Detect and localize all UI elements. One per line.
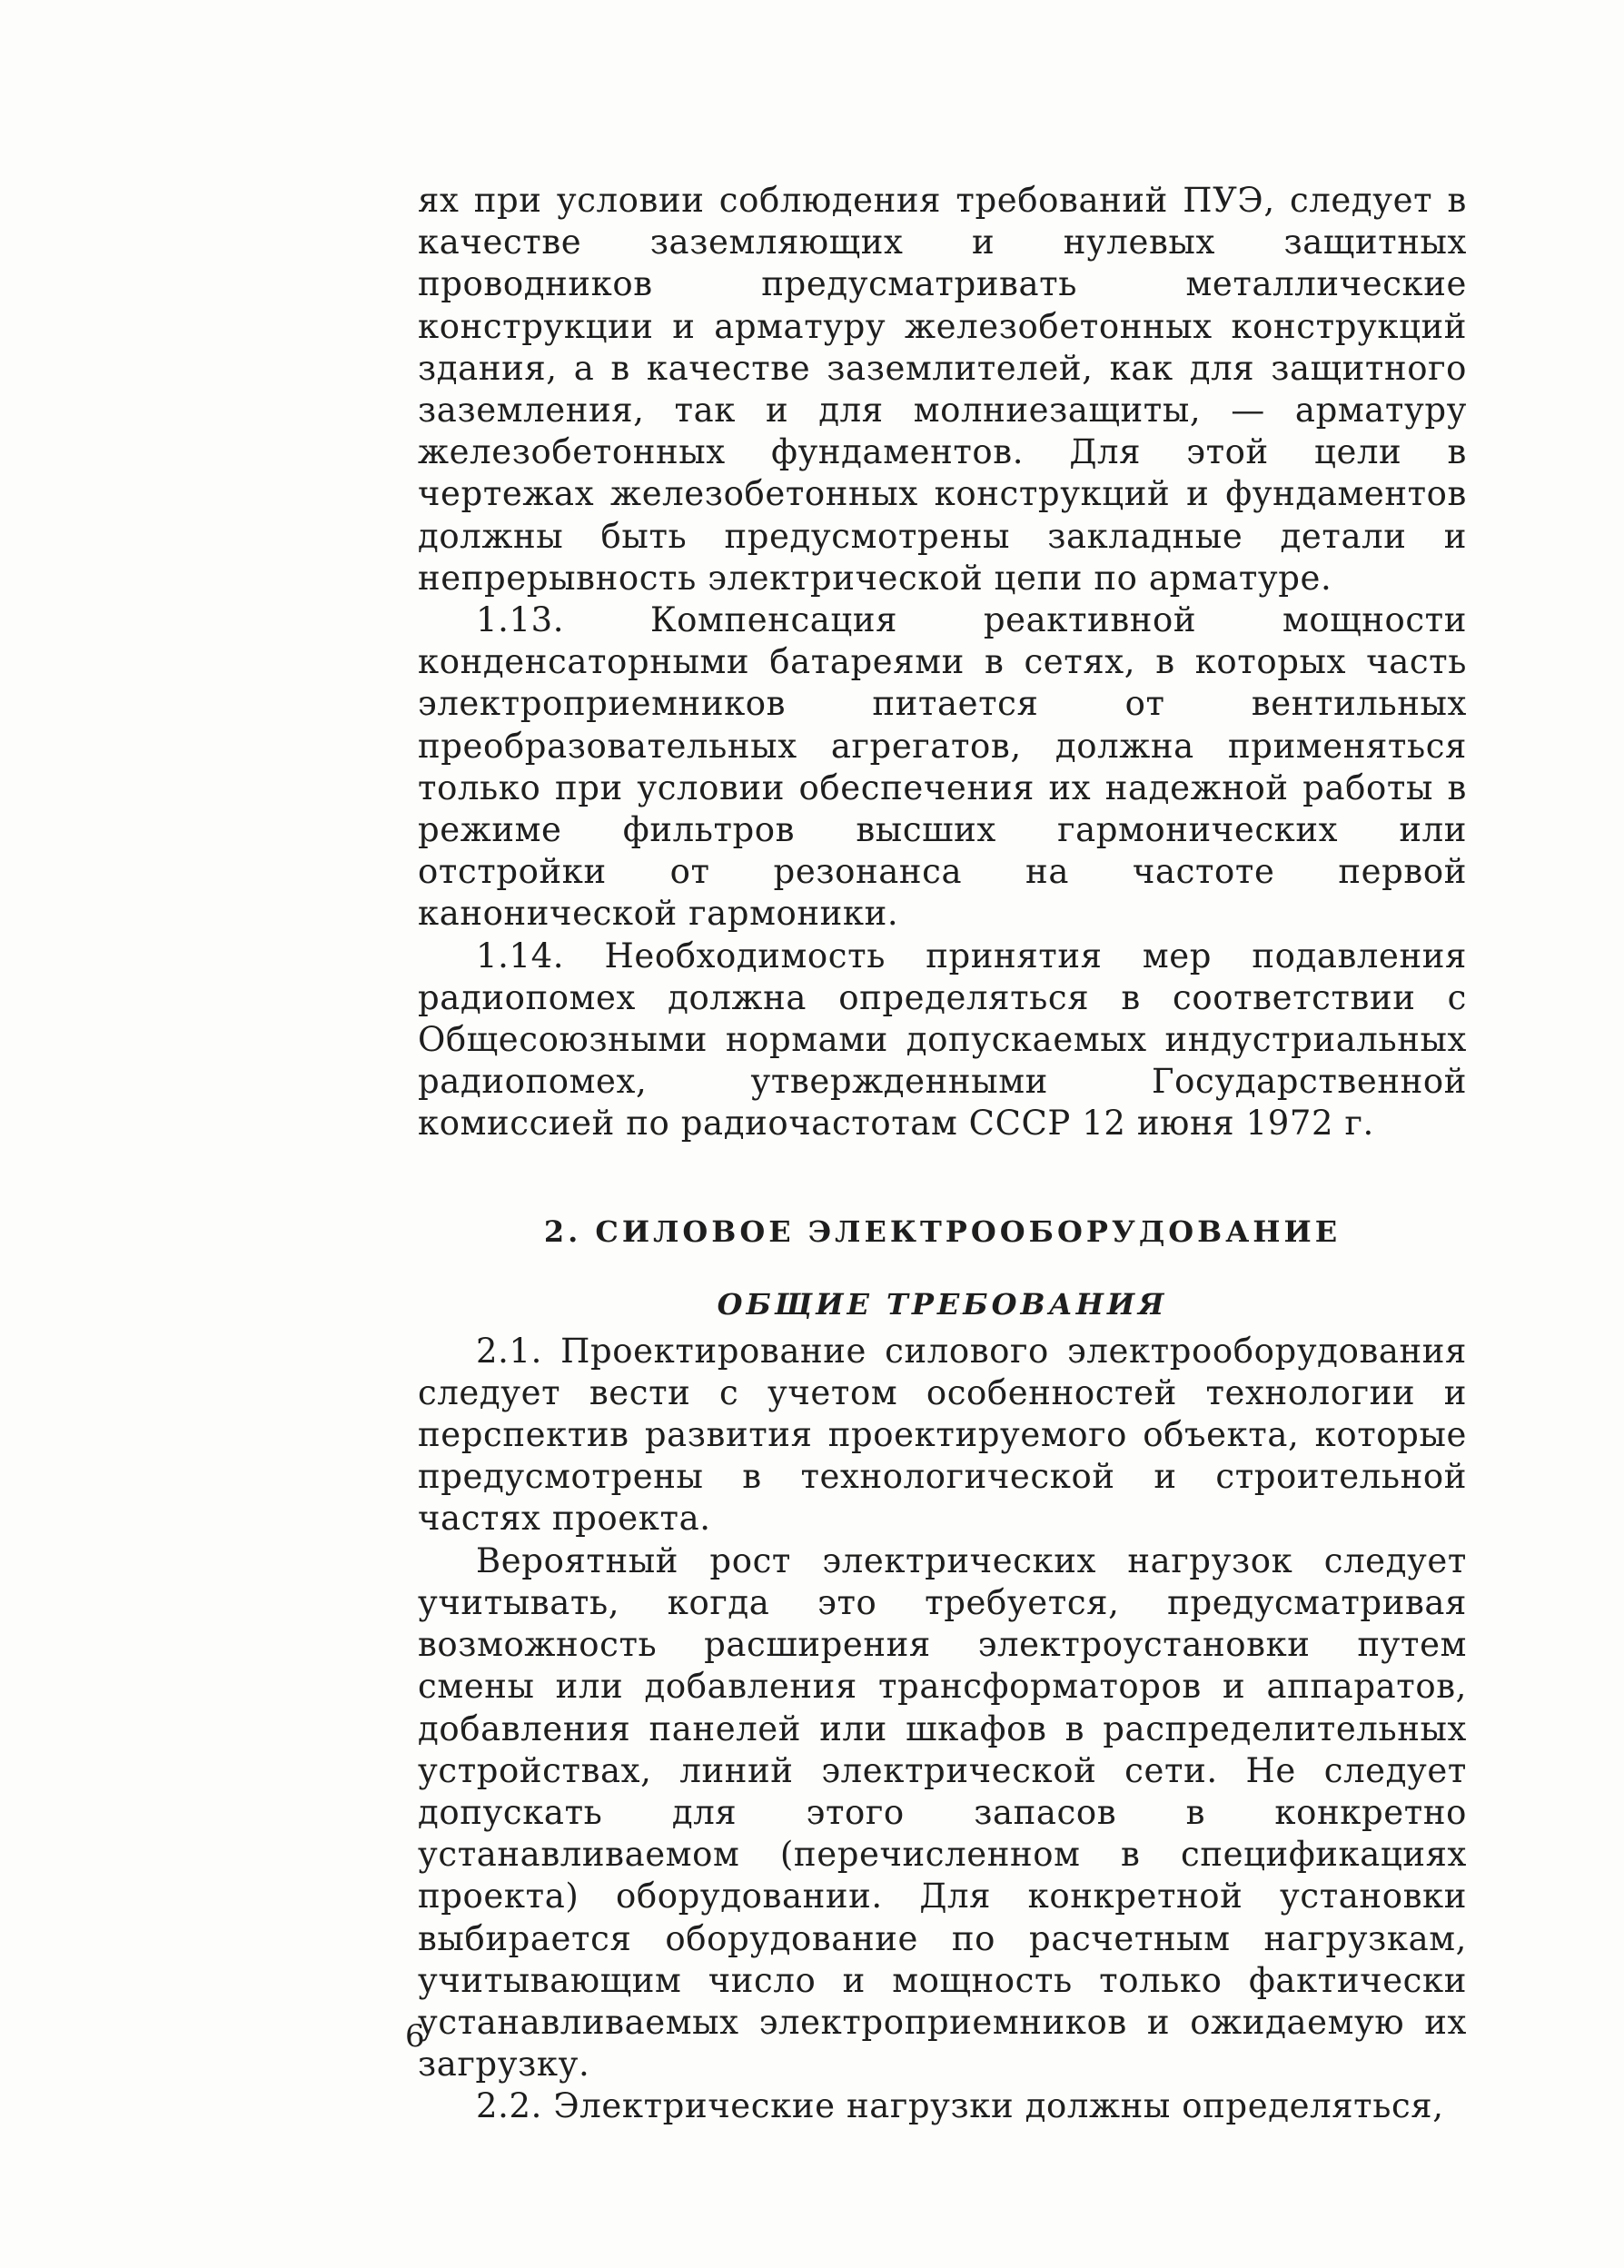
page-number: 6 [405, 2018, 425, 2055]
paragraph-2-1: 2.1. Проектирование силового электрооборудования следует вести с учетом особенностей технологии и перспектив развития проектируемого объекта, которые предусмотрены в технологической и строительной частях проекта. [418, 1331, 1467, 1539]
paragraph-load-growth: Вероятный рост электрических нагрузок следует учитывать, когда это требуется, предусматривая возможность расширения электроустановки путем смены или добавления трансформаторов и аппаратов, добавления панелей или шкафов в распределительных устройствах, линий электрической сети. Не следует допускать для этого запасов в конкретно устанавливаемом (перечисленном в спецификациях проекта) оборудовании. Для конкретной установки выбирается оборудование по расчетным нагрузкам, учитывающим число и мощность только фактически устанавливаемых электроприемников и ожидаемую их загрузку. [418, 1540, 1467, 2085]
paragraph-1-14: 1.14. Необходимость принятия мер подавления радиопомех должна определяться в соответствии с Общесоюзными нормами допускаемых индустриальных радиопомех, утвержденными Государственной комиссией по радиочастотам СССР 12 июня 1972 г. [418, 936, 1467, 1144]
section-heading: 2. СИЛОВОЕ ЭЛЕКТРООБОРУДОВАНИЕ [543, 1213, 1342, 1249]
paragraph-continuation: ях при условии соблюдения требований ПУЭ, следует в качестве заземляющих и нулевых защитных проводников предусматривать металлические конструкции и арматуру железобетонных конструкций здания, а в качестве заземлителей, как для защитного заземления, так и для молниезащиты, — арматуру железобетонных фундаментов. Для этой цели в чертежах железобетонных конструкций и фундаментов должны быть предусмотрены закладные детали и непрерывность электрической цепи по арматуре. [418, 181, 1467, 598]
subheading: ОБЩИЕ ТРЕБОВАНИЯ [717, 1286, 1168, 1322]
paragraph-2-2: 2.2. Электрические нагрузки должны определяться, [476, 2086, 1444, 2126]
body-text [418, 180, 1467, 2128]
paragraph-1-13: 1.13. Компенсация реактивной мощности конденсаторными батареями в сетях, в которых часть электроприемников питается от вентильных преобразовательных агрегатов, должна применяться только при условии обеспечения их надежной работы в режиме фильтров высших гармонических или отстройки от резонанса на частоте первой канонической гармоники. [418, 600, 1467, 934]
